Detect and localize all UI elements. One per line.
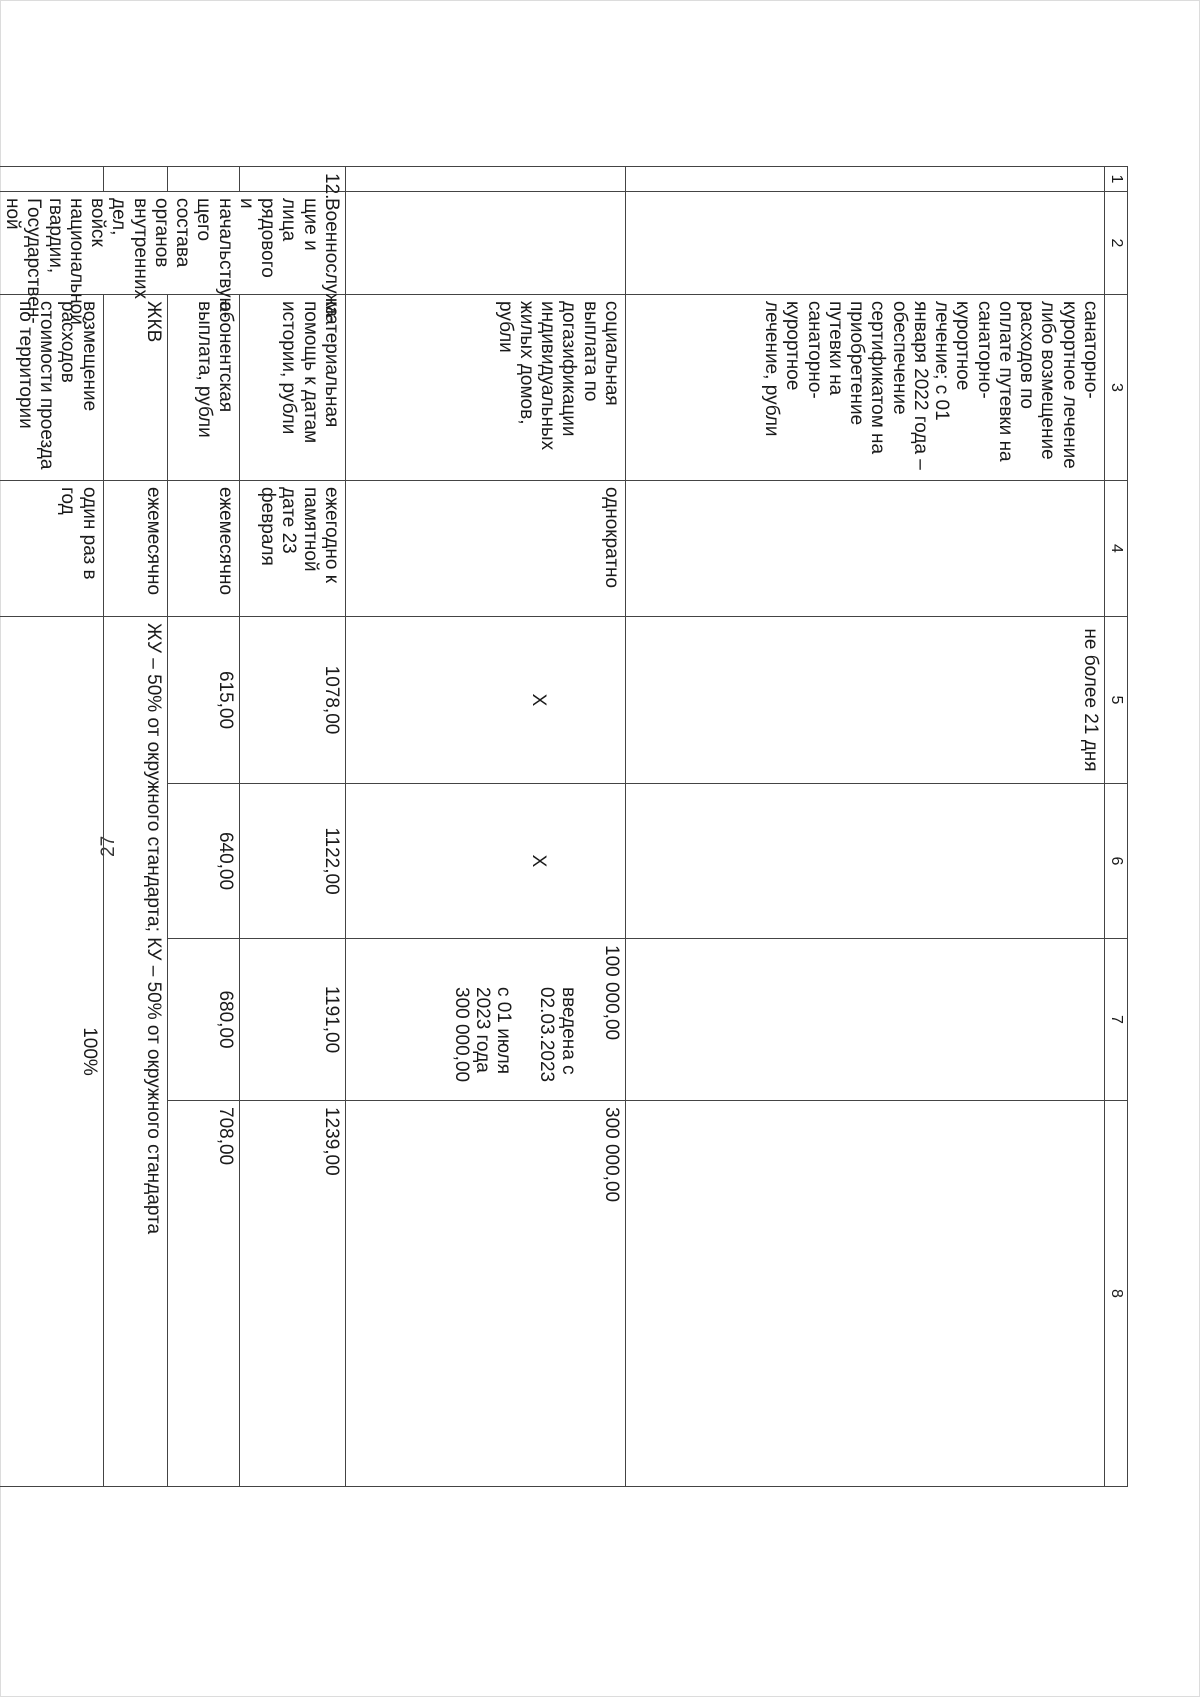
cell-r1-c2 xyxy=(626,192,1105,295)
cell-r6-c3: возмещение расходов стоимости проезда по территории xyxy=(0,295,103,481)
col-header-7: 7 xyxy=(1105,939,1128,1101)
table-row-material-aid xyxy=(240,167,346,1487)
cell-r1-c7 xyxy=(626,939,1105,1101)
table-row-subscriber xyxy=(168,167,240,1487)
col-header-2: 2 xyxy=(1105,192,1128,295)
cell-r5-c4: ежемесячно xyxy=(103,481,168,617)
cell-r6-c5-8: 100% xyxy=(0,617,103,1487)
cell-r6-c4: один раз в год xyxy=(0,481,103,617)
cell-r4-c5: 615,00 xyxy=(168,617,240,784)
table-row-sanatorium xyxy=(626,167,1105,1487)
cell-r4-c4: ежемесячно xyxy=(168,481,240,617)
cell-r4-c1 xyxy=(168,167,240,192)
cell-r3-c6: 1122,00 xyxy=(240,784,346,939)
cell-r4-c3: абонентская выплата, рубли xyxy=(168,295,240,481)
col-header-8: 8 xyxy=(1105,1101,1128,1487)
table-row-housing xyxy=(103,167,168,1487)
table-row-travel xyxy=(0,167,103,1487)
cell-r2-c3: социальная выплата по догазификации индивидуальных жилых домов, рубли xyxy=(346,295,626,481)
cell-r2-c7 xyxy=(346,939,626,1101)
cell-r3-c7: 1191,00 xyxy=(240,939,346,1101)
cell-r2-c7-spacer-2 xyxy=(514,945,536,1094)
col-header-5: 5 xyxy=(1105,617,1128,784)
cell-r4-c6: 640,00 xyxy=(168,784,240,939)
column-numbers-row xyxy=(1105,167,1128,1487)
col-header-1: 1 xyxy=(1105,167,1128,192)
col-header-3: 3 xyxy=(1105,295,1128,481)
cell-r2-c4: однократно xyxy=(346,481,626,617)
cell-r1-c1 xyxy=(626,167,1105,192)
cell-r5-c5-8: ЖУ – 50% от окружного стандарта; КУ – 50% от окружного стандарта xyxy=(103,617,168,1487)
cell-r3-c2: Военнослужа-щие и лица рядового и начальствую-щего состава органов внутренних дел, войск национальной гвардии, Государствен-ной xyxy=(0,192,346,295)
cell-r1-c5: не более 21 дня xyxy=(626,617,1105,784)
cell-r2-c7-note: введена с 02.03.2023 xyxy=(536,987,579,1083)
cell-r2-c2 xyxy=(346,192,626,295)
cell-r2-c7-new-amount: с 01 июля 2023 года 300 000,00 xyxy=(450,987,515,1083)
col-header-6: 6 xyxy=(1105,784,1128,939)
cell-r3-c1: 12. xyxy=(240,167,346,192)
cell-r3-c5: 1078,00 xyxy=(240,617,346,784)
cell-r3-c4: ежегодно к памятной дате 23 февраля xyxy=(240,481,346,617)
cell-r2-c6: Х xyxy=(346,784,626,939)
cell-r1-c3: санаторно-курортное лечение либо возмещение расходов по оплате путевки на санаторно-курортное лечение; с 01 января 2022 года – обеспечение сертификатом на приобретение путевки на санаторно-курортное лечение, рубли xyxy=(626,295,1105,481)
benefits-table xyxy=(0,166,1128,1487)
cell-r2-c1 xyxy=(346,167,626,192)
cell-r4-c8: 708,00 xyxy=(168,1101,240,1487)
col-header-4: 4 xyxy=(1105,481,1128,617)
cell-r5-c1 xyxy=(103,167,168,192)
cell-r2-c7-amount: 100 000,00 xyxy=(601,945,622,1041)
cell-r3-c8: 1239,00 xyxy=(240,1101,346,1487)
cell-r1-c6 xyxy=(626,784,1105,939)
cell-r1-c8 xyxy=(626,1101,1105,1487)
page-number: 27 xyxy=(98,835,119,857)
cell-r3-c3: материальная помощь к датам истории, рубли xyxy=(240,295,346,481)
cell-r2-c8: 300 000,00 xyxy=(346,1101,626,1487)
table-row-gasification xyxy=(346,167,626,1487)
cell-r2-c7-spacer xyxy=(579,945,601,1094)
cell-r4-c7: 680,00 xyxy=(168,939,240,1101)
cell-r5-c3: ЖКВ xyxy=(103,295,168,481)
cell-r6-c1 xyxy=(0,167,103,192)
cell-r2-c5: Х xyxy=(346,617,626,784)
cell-r1-c4 xyxy=(626,481,1105,617)
